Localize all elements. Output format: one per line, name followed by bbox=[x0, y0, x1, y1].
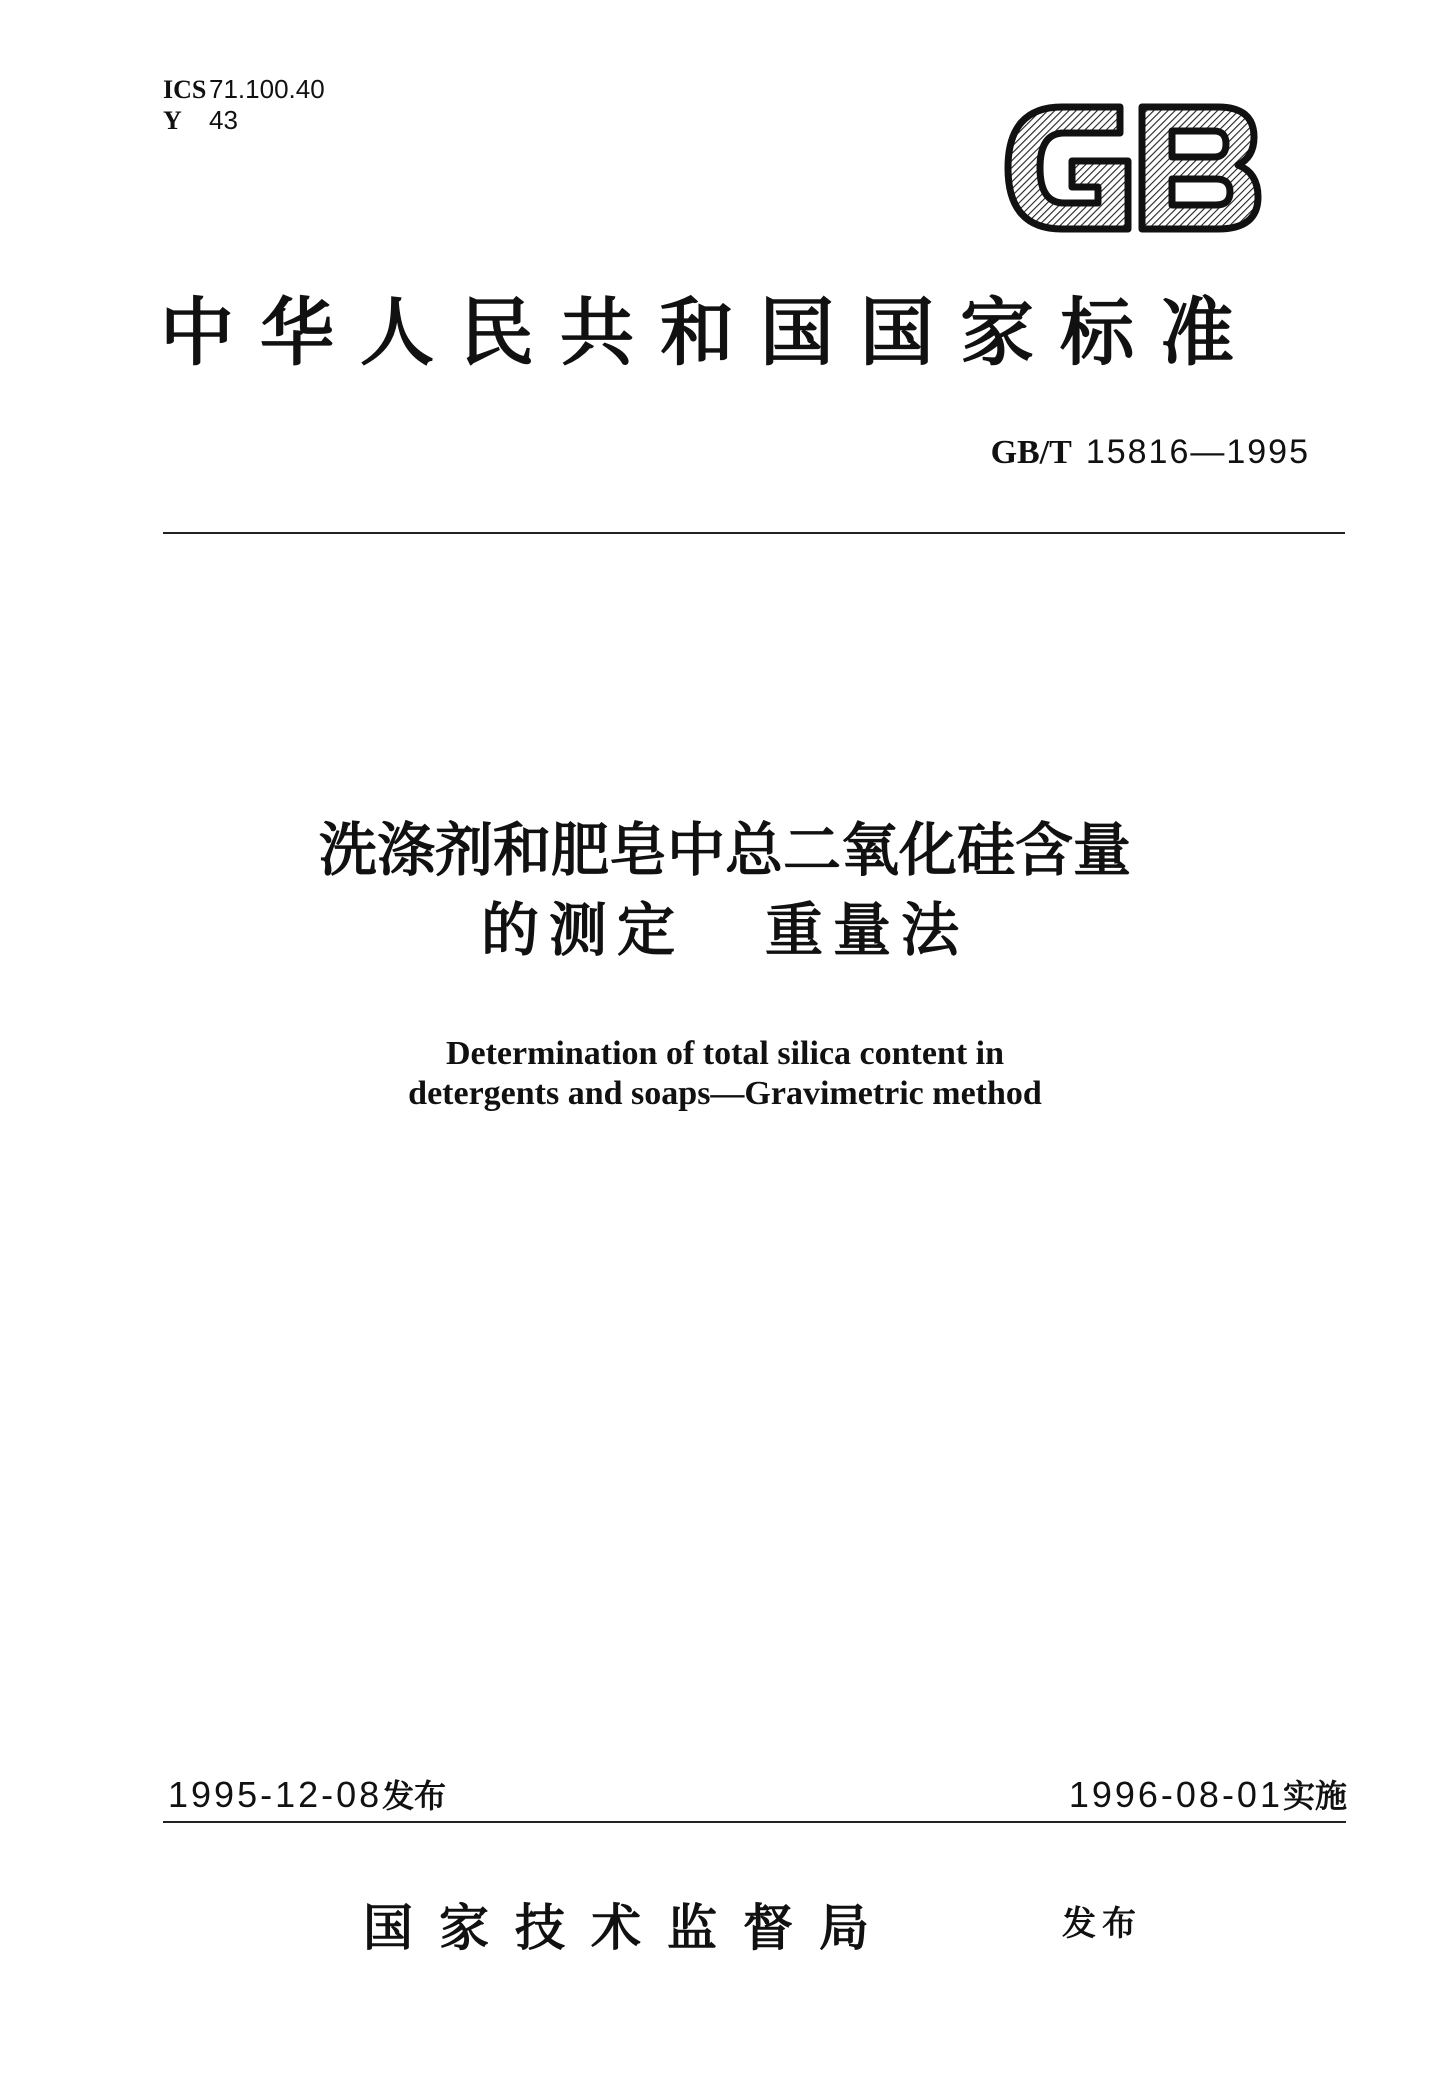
bottom-divider bbox=[163, 1821, 1346, 1823]
issue-date bbox=[168, 1771, 446, 1817]
ics-code-row bbox=[163, 74, 325, 105]
issue-date-label: 发布 bbox=[382, 1777, 447, 1815]
implement-date-label: 实施 bbox=[1282, 1777, 1347, 1815]
english-title-line-1: Determination of total silica content in bbox=[445, 1035, 1005, 1072]
chinese-title-line-2 bbox=[0, 890, 1450, 970]
ccs-label: Y bbox=[163, 106, 182, 135]
english-title bbox=[0, 1034, 1450, 1114]
english-title-line-2: detergents and soaps—Gravimetric method bbox=[408, 1075, 1042, 1112]
standard-code: 15816—1995 bbox=[1085, 433, 1310, 471]
chinese-title-line-2-part-1: 的测定 bbox=[480, 896, 685, 964]
ccs-code-row bbox=[163, 105, 325, 136]
national-standard-heading: 中华人民共和国国家标准 bbox=[160, 290, 1260, 376]
ics-label: ICS bbox=[163, 75, 207, 104]
top-divider bbox=[163, 532, 1345, 534]
issuing-authority: 国家技术监督局 bbox=[363, 1898, 895, 1957]
issue-date-value: 1995-12-08 bbox=[168, 1774, 383, 1815]
ccs-value: 43 bbox=[209, 105, 238, 135]
chinese-title-line-2-part-2: 重量法 bbox=[765, 896, 970, 964]
ics-value: 71.100.40 bbox=[209, 74, 325, 104]
chinese-title bbox=[0, 810, 1450, 970]
implement-date bbox=[1069, 1771, 1347, 1817]
issue-word: 发布 bbox=[1062, 1904, 1142, 1944]
implement-date-value: 1996-08-01 bbox=[1068, 1774, 1283, 1815]
standard-prefix: GB/T bbox=[990, 434, 1072, 471]
chinese-title-line-1: 洗涤剂和肥皂中总二氧化硅含量 bbox=[318, 816, 1131, 884]
standard-number bbox=[991, 432, 1310, 472]
classification-codes bbox=[163, 74, 325, 136]
gb-logo-icon bbox=[1002, 99, 1264, 237]
